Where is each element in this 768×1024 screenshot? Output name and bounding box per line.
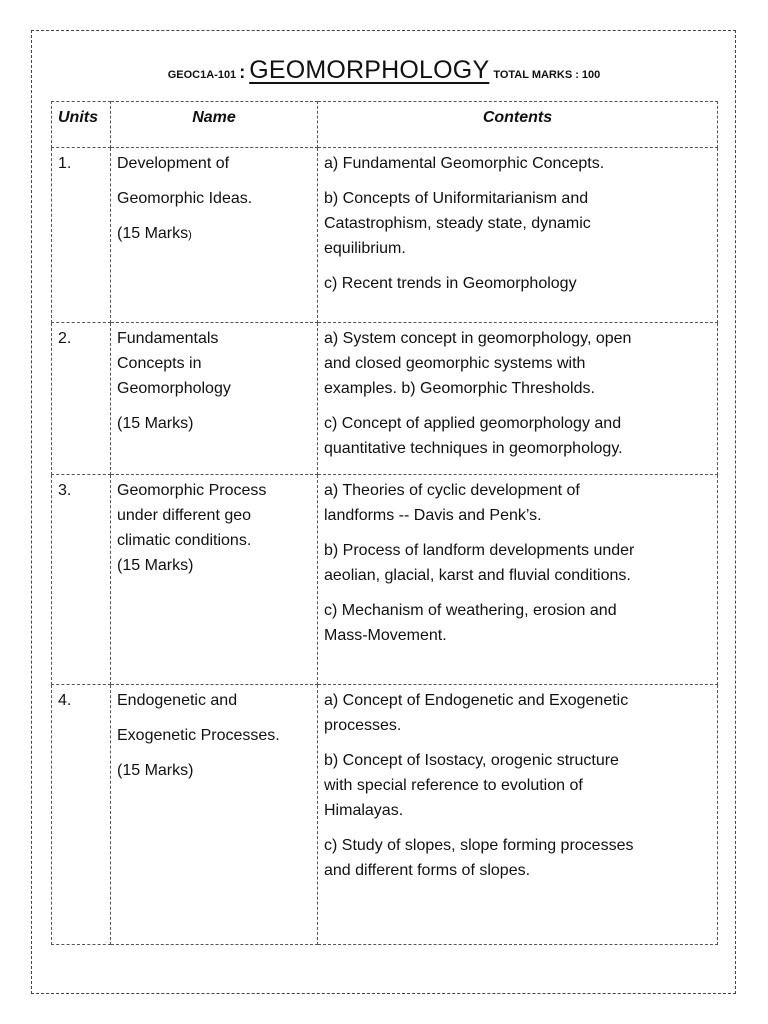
content-line: a) Theories of cyclic development of — [324, 482, 580, 499]
content-line: c) Recent trends in Geomorphology — [324, 275, 577, 292]
content-line: Catastrophism, steady state, dynamic — [324, 215, 591, 232]
content-line: and different forms of slopes. — [324, 862, 531, 879]
unit-number: 4. — [52, 685, 111, 945]
unit-name — [111, 323, 318, 475]
unit-name — [111, 685, 318, 945]
name-marks: (15 Marks) — [117, 415, 194, 432]
name-line: climatic conditions. — [117, 532, 252, 549]
table-header-row — [52, 102, 718, 148]
unit-name — [111, 148, 318, 323]
content-line: c) Concept of applied geomorphology and — [324, 415, 622, 432]
name-marks: (15 Marks) — [117, 557, 194, 574]
content-line: landforms -- Davis and Penk’s. — [324, 507, 542, 524]
content-line: processes. — [324, 717, 402, 734]
unit-number: 1. — [52, 148, 111, 323]
syllabus-table — [51, 101, 718, 945]
name-marks — [117, 221, 311, 248]
unit-number: 2. — [52, 323, 111, 475]
name-line: Geomorphic Process — [117, 482, 267, 499]
column-header-contents: Contents — [318, 102, 718, 148]
content-line: equilibrium. — [324, 240, 406, 257]
name-line: Geomorphology — [117, 380, 231, 397]
name-line: Endogenetic and — [117, 692, 238, 709]
content-line: b) Concepts of Uniformitarianism and — [324, 190, 589, 207]
unit-name — [111, 475, 318, 685]
content-line: a) Fundamental Geomorphic Concepts. — [324, 155, 605, 172]
marks-text: (15 Marks — [117, 225, 189, 242]
content-line: b) Process of landform developments under — [324, 542, 635, 559]
subject-title: GEOMORPHOLOGY — [249, 56, 490, 84]
table-row — [52, 685, 718, 945]
content-line: a) Concept of Endogenetic and Exogenetic — [324, 692, 629, 709]
table-row — [52, 475, 718, 685]
course-code: GEOC1A-101 — [167, 69, 237, 81]
content-line: with special reference to evolution of — [324, 777, 583, 794]
name-line: Development of — [117, 155, 230, 172]
name-marks: (15 Marks) — [117, 762, 194, 779]
marks-paren: ) — [188, 229, 192, 241]
content-line: Himalayas. — [324, 802, 404, 819]
name-line: Geomorphic Ideas. — [117, 190, 253, 207]
name-line: Exogenetic Processes. — [117, 727, 280, 744]
unit-contents — [318, 685, 718, 945]
unit-contents — [318, 323, 718, 475]
content-line: and closed geomorphic systems with — [324, 355, 586, 372]
name-line: Fundamentals — [117, 330, 219, 347]
header-separator: : — [239, 62, 246, 82]
name-line: under different geo — [117, 507, 252, 524]
content-line: a) System concept in geomorphology, open — [324, 330, 632, 347]
column-header-name: Name — [111, 102, 318, 148]
content-line: c) Study of slopes, slope forming processes — [324, 837, 634, 854]
unit-number: 3. — [52, 475, 111, 685]
table-row — [52, 148, 718, 323]
content-line: aeolian, glacial, karst and fluvial conditions. — [324, 567, 631, 584]
unit-contents — [318, 475, 718, 685]
table-row — [52, 323, 718, 475]
content-line: b) Concept of Isostacy, orogenic structure — [324, 752, 619, 769]
document-header — [0, 56, 768, 85]
column-header-units: Units — [52, 102, 111, 148]
content-line: Mass-Movement. — [324, 627, 447, 644]
unit-contents — [318, 148, 718, 323]
content-line: quantitative techniques in geomorphology. — [324, 440, 623, 457]
name-line: Concepts in — [117, 355, 202, 372]
total-marks: TOTAL MARKS : 100 — [493, 69, 601, 81]
content-line: examples. b) Geomorphic Thresholds. — [324, 380, 595, 397]
content-line: c) Mechanism of weathering, erosion and — [324, 602, 617, 619]
